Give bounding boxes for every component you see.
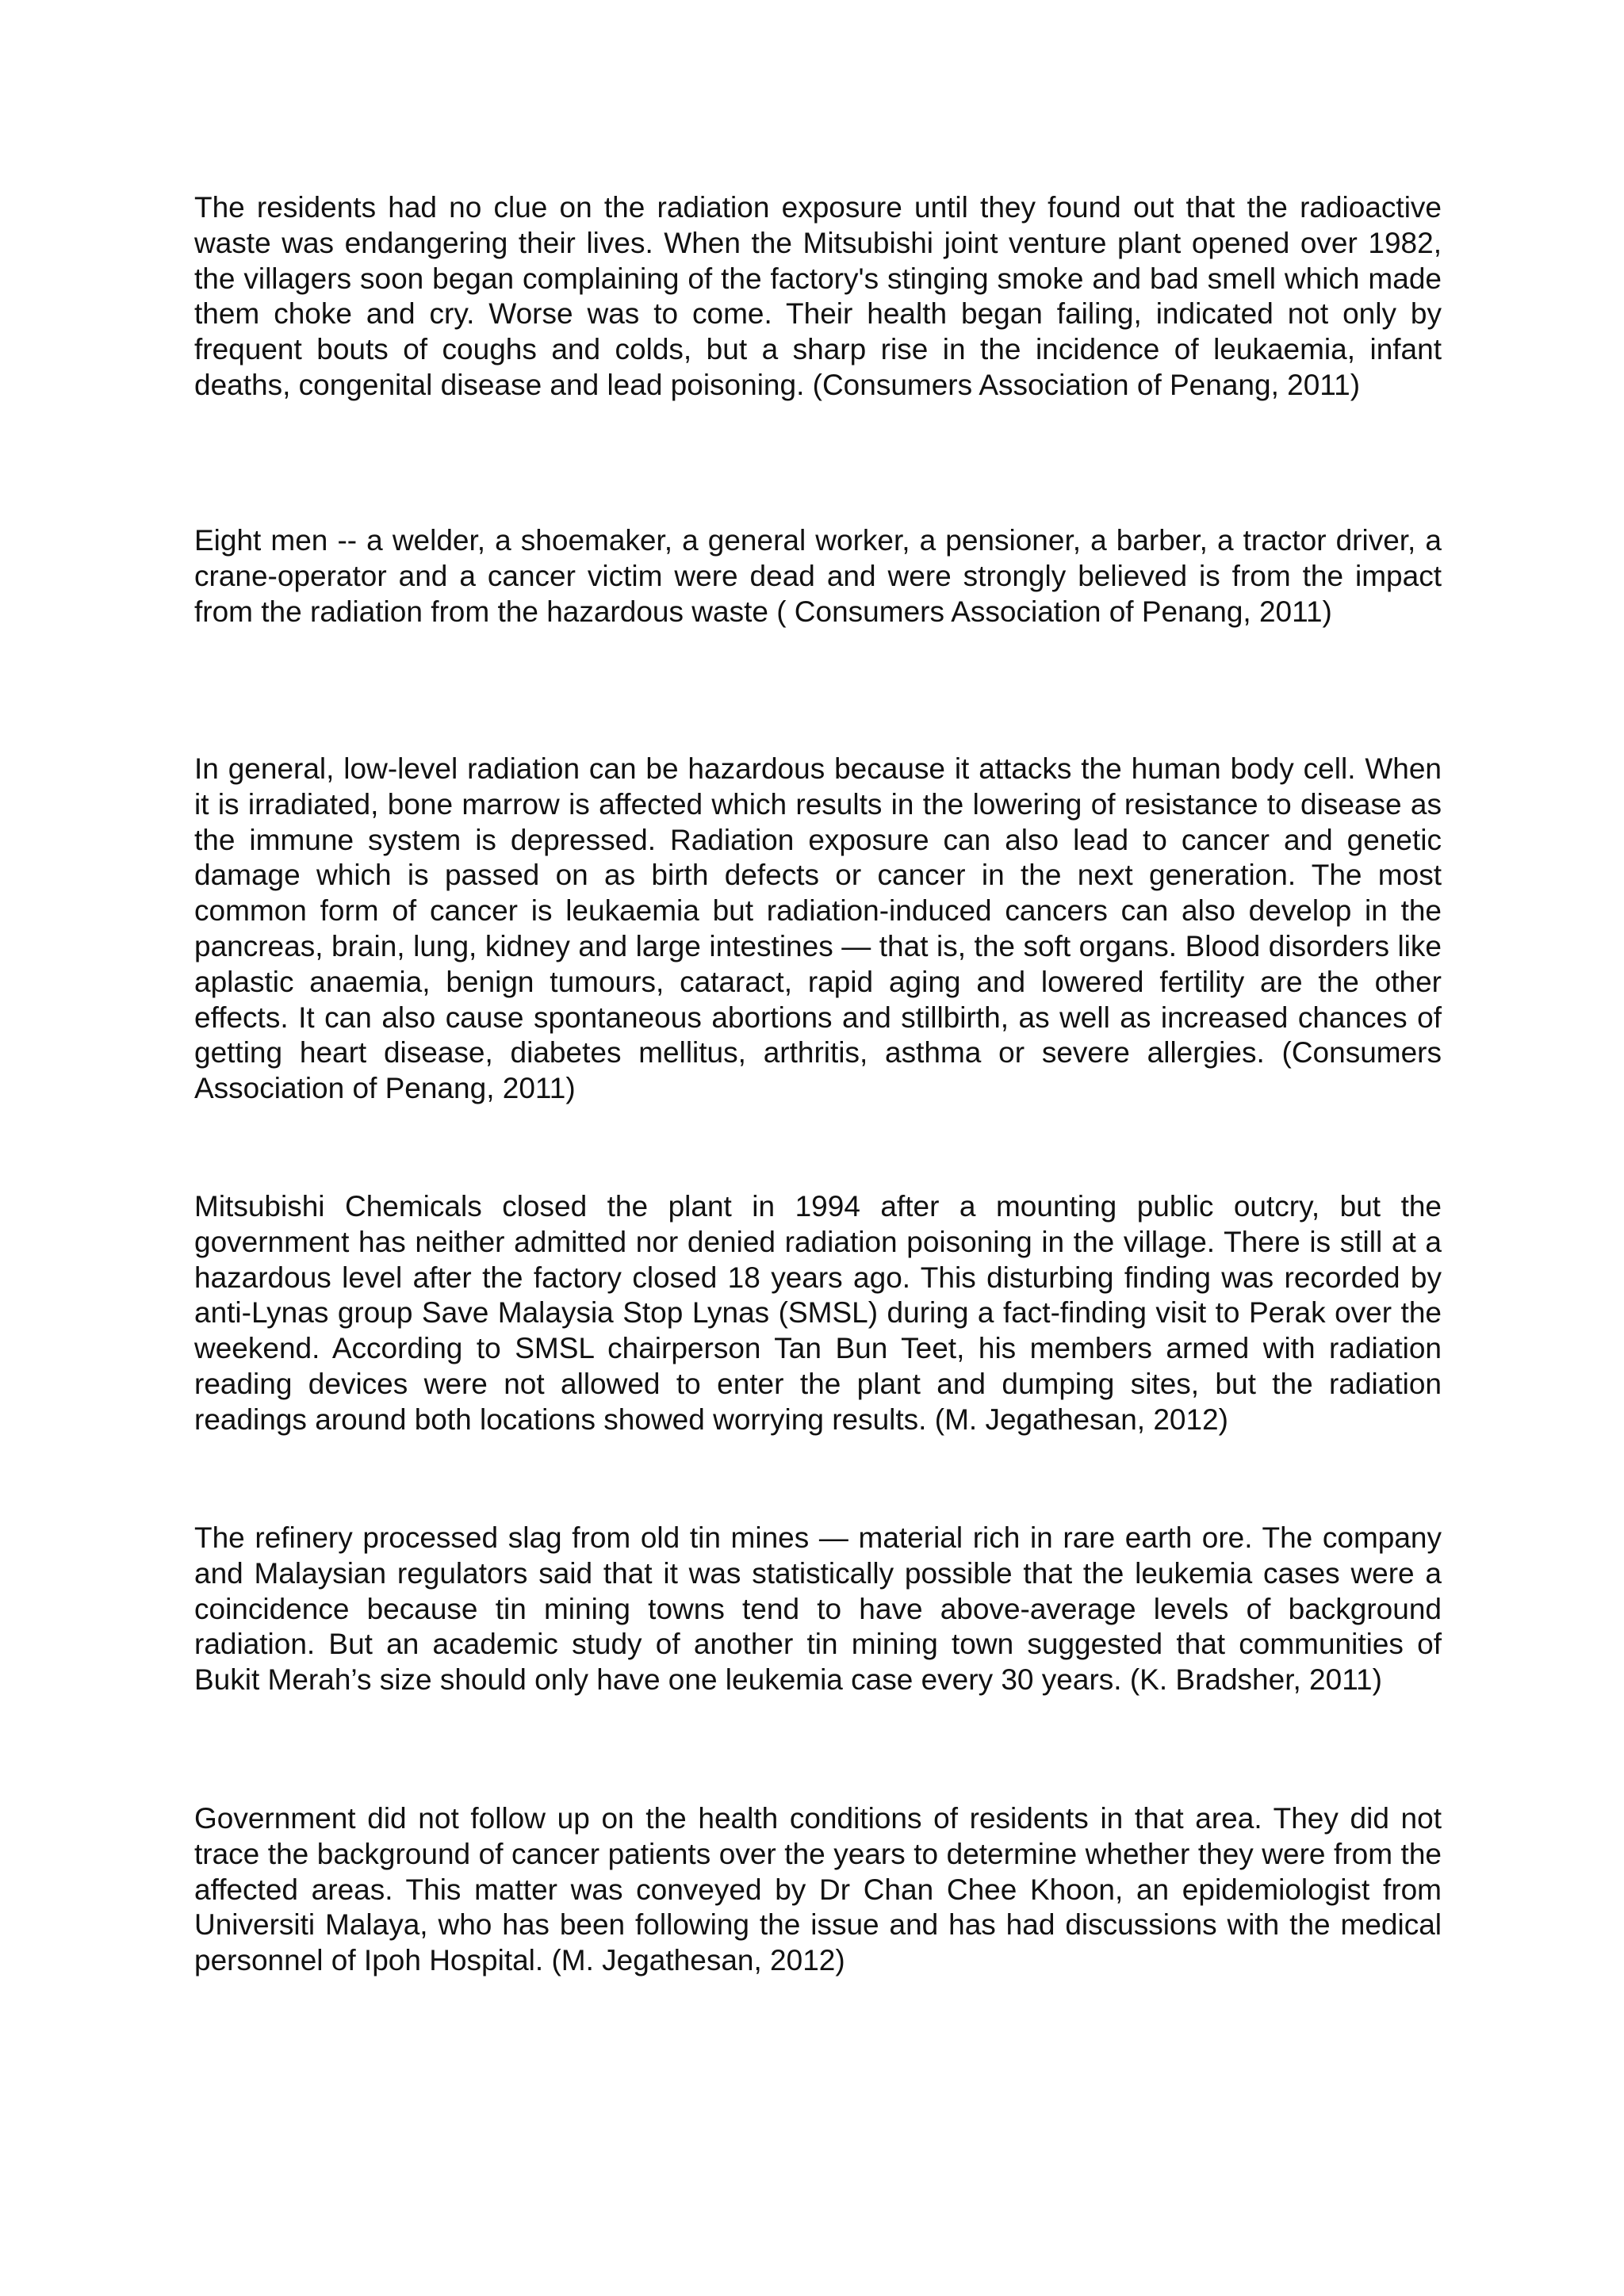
paragraph-refinery-slag: The refinery processed slag from old tin mines — material rich in rare earth ore. The company and Malaysian regulators said that it was statistically possible that the leukemia cases were a coincidence because tin mining towns tend to have above-average levels of background radiation. But an academic study of another tin mining town suggested that communities of Bukit Merah’s size should only have one leukemia case every 30 years. (K. Bradsher, 2011) <box>194 1521 1442 1697</box>
paragraph-residents-exposure: The residents had no clue on the radiation exposure until they found out that the radioactive waste was endangering their lives. When the Mitsubishi joint venture plant opened over 1982, the villagers soon began complaining of the factory's stinging smoke and bad smell which made them choke and cry. Worse was to come. Their health began failing, indicated not only by frequent bouts of coughs and colds, but a sharp rise in the incidence of leukaemia, infant deaths, congenital disease and lead poisoning. (Consumers Association of Penang, 2011) <box>194 191 1442 401</box>
paragraph-plant-closure: Mitsubishi Chemicals closed the plant in 1994 after a mounting public outcry, but the government has neither admitted nor denied radiation poisoning in the village. There is still at a hazardous level after the factory closed 18 years ago. This disturbing finding was recorded by anti-Lynas group Save Malaysia Stop Lynas (SMSL) during a fact-finding visit to Perak over the weekend. According to SMSL chairperson Tan Bun Teet, his members armed with radiation reading devices were not allowed to enter the plant and dumping sites, but the radiation readings around both locations showed worrying results. (M. Jegathesan, 2012) <box>194 1190 1442 1436</box>
paragraph-low-level-radiation: In general, low-level radiation can be hazardous because it attacks the human body cell. When it is irradiated, bone marrow is affected which results in the lowering of resistance to disease as the immune system is depressed. Radiation exposure can also lead to cancer and genetic damage which is passed on as birth defects or cancer in the next generation. The most common form of cancer is leukaemia but radiation-induced cancers can also develop in the pancreas, brain, lung, kidney and large intestines — that is, the soft organs. Blood disorders like aplastic anaemia, benign tumours, cataract, rapid aging and lowered fertility are the other effects. It can also cause spontaneous abortions and stillbirth, as well as increased chances of getting heart disease, diabetes mellitus, arthritis, asthma or severe allergies. (Consumers Association of Penang, 2011) <box>194 752 1442 1105</box>
paragraph-eight-men: Eight men -- a welder, a shoemaker, a general worker, a pensioner, a barber, a tractor driver, a crane-operator and a cancer victim were dead and were strongly believed is from the impact from the radiation from the hazardous waste ( Consumers Association of Penang, 2011) <box>194 524 1442 628</box>
paragraph-government-follow-up: Government did not follow up on the health conditions of residents in that area. They did not trace the background of cancer patients over the years to determine whether they were from the affected areas. This matter was conveyed by Dr Chan Chee Khoon, an epidemiologist from Universiti Malaya, who has been following the issue and has had discussions with the medical personnel of Ipoh Hospital. (M. Jegathesan, 2012) <box>194 1802 1442 1977</box>
